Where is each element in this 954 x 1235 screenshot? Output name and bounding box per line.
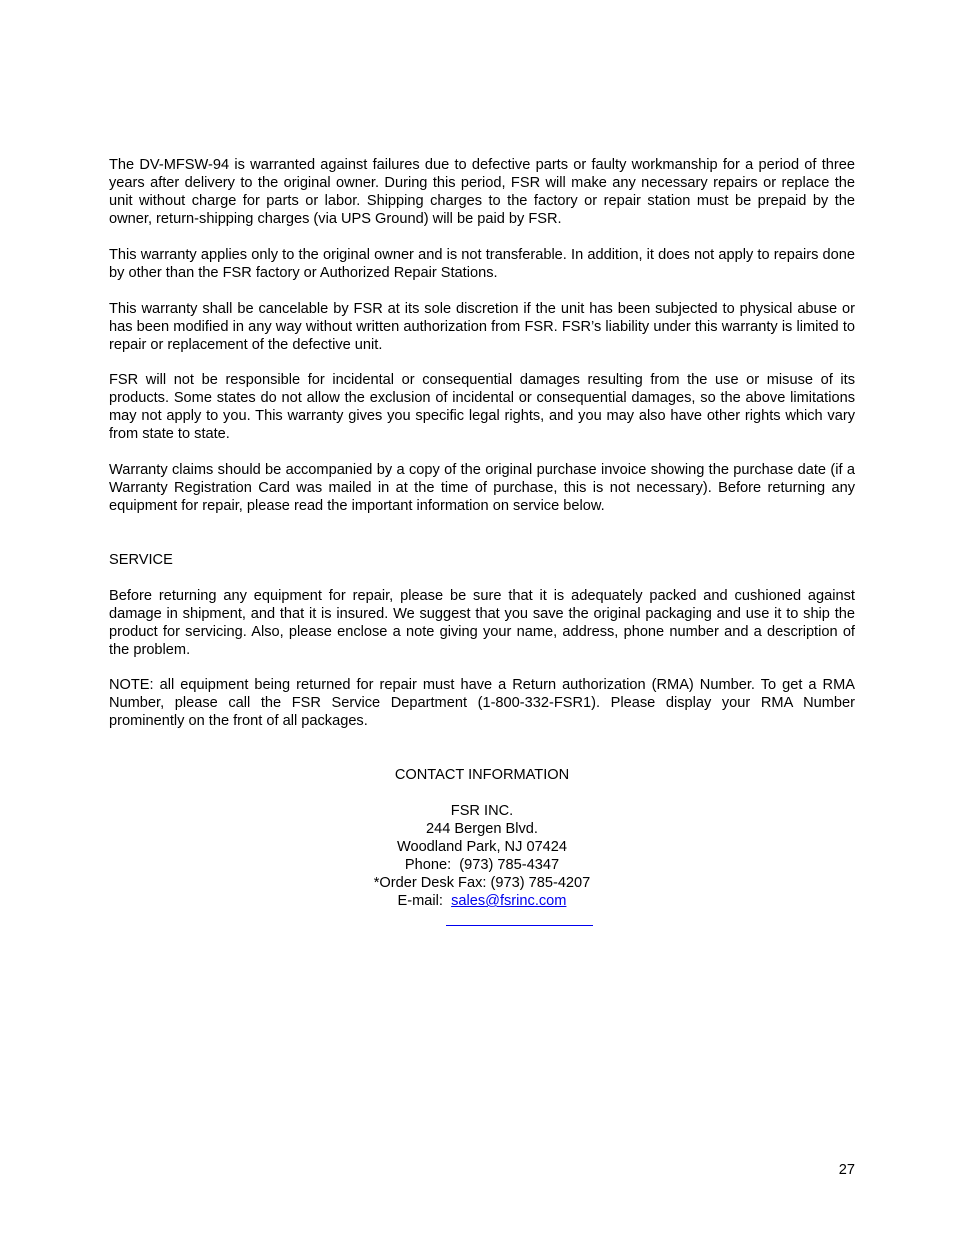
page-number: 27 xyxy=(838,1162,855,1178)
city-state-zip: Woodland Park, NJ 07424 xyxy=(396,839,568,855)
company-name: FSR INC. xyxy=(450,803,514,819)
warranty-paragraph-2: This warranty applies only to the original owner and is not transferable. In addition, it does not apply to repairs done by other than the FSR factory or Authorized Repair Stations. xyxy=(109,247,855,281)
email-link[interactable]: sales@fsrinc.com xyxy=(451,893,567,909)
contact-heading: CONTACT INFORMATION xyxy=(394,767,570,783)
contact-spacer xyxy=(109,784,855,802)
phone-line: Phone: (973) 785-4347 xyxy=(404,857,560,873)
service-paragraph-1: Before returning any equipment for repair, please be sure that it is adequately packed and cushioned against damage in shipment, and that it is insured. We suggest that you save the original packaging and use it to ship the product for servicing. Also, please enclose a note giving your name, address, phone number and a description of the problem. xyxy=(109,588,855,658)
warranty-paragraph-3: This warranty shall be cancelable by FSR at its sole discretion if the unit has been subjected to physical abuse or has been modified in any way without written authorization from FSR. FSR’s liability under this warranty is limited to repair or replacement of the defective unit. xyxy=(109,301,855,353)
email-label: E-mail: xyxy=(397,893,452,909)
warranty-paragraph-4: FSR will not be responsible for incidental or consequential damages resulting from the use or misuse of its products. Some states do not allow the exclusion of incidental or consequential damages, so the above limitations may not apply to you. This warranty gives you specific legal rights, and you may also have other rights which vary from state to state. xyxy=(109,372,855,442)
service-heading: SERVICE xyxy=(109,552,173,568)
service-paragraph-2: NOTE: all equipment being returned for repair must have a Return authorization (RMA) Number. To get a RMA Number, please call the FSR Service Department (1-800-332-FSR1). Please display your RMA Number prominently on the front of all packages. xyxy=(109,677,855,729)
link-underline-rule xyxy=(446,925,593,926)
email-line xyxy=(109,892,855,910)
warranty-paragraph-5: Warranty claims should be accompanied by a copy of the original purchase invoice showing the purchase date (if a Warranty Registration Card was mailed in at the time of purchase, this is not necessary). Before returning any equipment for repair, please read the important information on service below. xyxy=(109,462,855,514)
street-address: 244 Bergen Blvd. xyxy=(426,821,538,837)
contact-block xyxy=(109,766,855,910)
warranty-paragraph-1: The DV-MFSW-94 is warranted against failures due to defective parts or faulty workmanship for a period of three years after delivery to the original owner. During this period, FSR will make any necessary repairs or replace the unit without charge for parts or labor. Shipping charges to the factory or repair station must be prepaid by the owner, return-shipping charges (via UPS Ground) will be paid by FSR. xyxy=(109,157,855,227)
fax-line: *Order Desk Fax: (973) 785-4207 xyxy=(373,875,591,891)
